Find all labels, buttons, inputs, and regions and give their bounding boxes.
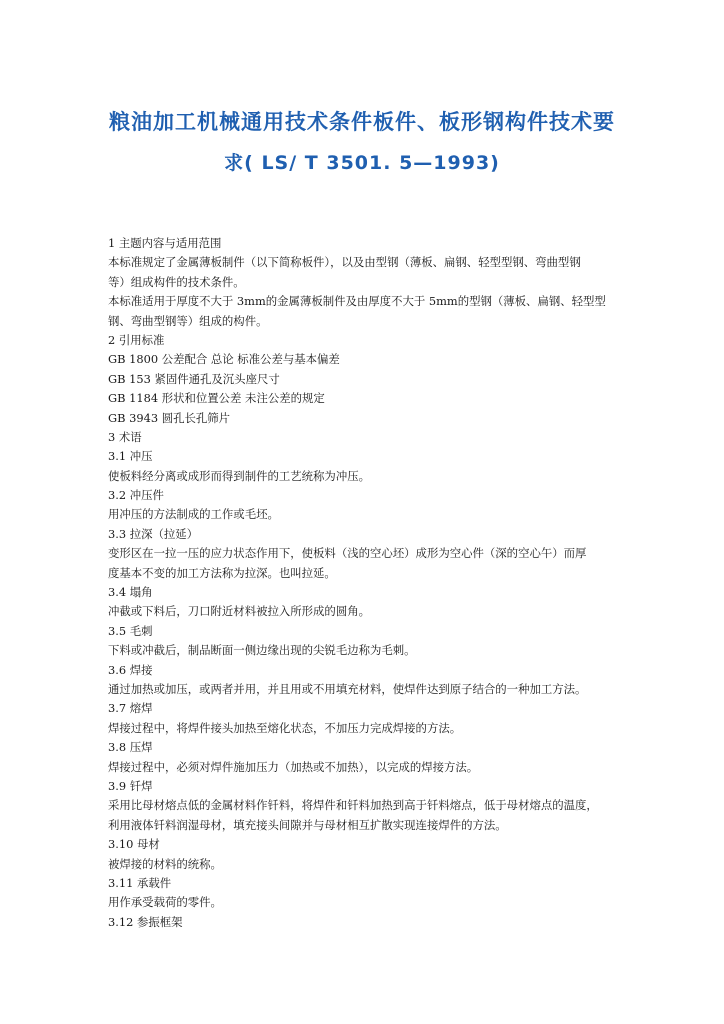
document-title-line-2: 求( LS/ T 3501. 5—1993) (224, 152, 500, 174)
body-line: 3.1 冲压 (108, 449, 153, 464)
body-line: 3.4 塌角 (108, 585, 153, 600)
body-line: 3.5 毛刺 (108, 623, 153, 638)
body-line: 采用比母材熔点低的金属材料作钎料，将焊件和钎料加热到高于钎料熔点，低于母材熔点的温度， (108, 798, 598, 813)
body-line: 钢、弯曲型钢等）组成的构件。 (108, 313, 268, 328)
body-line: 3 术语 (108, 429, 142, 444)
body-line: 1 主题内容与适用范围 (108, 236, 222, 250)
body-line: 3.2 冲压件 (108, 488, 164, 503)
body-line: 通过加热或加压，或两者并用，并且用或不用填充材料，使焊件达到原子结合的一种加工方法。 (108, 681, 587, 696)
body-line: 3.3 拉深（拉延） (108, 526, 199, 541)
body-line: 本标准规定了金属薄板制件（以下简称板件），以及由型钢（薄板、扁钢、轻型型钢、弯曲型钢 (108, 255, 581, 270)
body-line: 下料或冲截后，制品断面一侧边缘出现的尖锐毛边称为毛刺。 (108, 643, 416, 658)
body-line: GB 3943 圆孔长孔筛片 (108, 410, 231, 425)
body-line: 3.12 参振框架 (108, 914, 183, 929)
body-line: GB 153 紧固件通孔及沉头座尺寸 (108, 371, 280, 386)
body-line: 焊接过程中，将焊件接头加热至熔化状态，不加压力完成焊接的方法。 (108, 720, 462, 735)
body-line: 利用液体钎料润湿母材，填充接头间隙并与母材相互扩散实现连接焊件的方法。 (108, 817, 507, 832)
body-line: 被焊接的材料的统称。 (108, 856, 222, 871)
body-line: 3.7 熔焊 (108, 701, 153, 716)
document-body (108, 234, 618, 932)
body-line: 本标准适用于厚度不大于 3mm的金属薄板制件及由厚度不大于 5mm的型钢（薄板、扁钢、轻型型 (108, 294, 606, 309)
body-line: 3.9 钎焊 (108, 778, 153, 793)
body-line: 3.8 压焊 (108, 740, 153, 755)
body-line: 用冲压的方法制成的工作或毛坯。 (108, 507, 279, 522)
body-line: 使板料经分离或成形而得到制件的工艺统称为冲压。 (108, 468, 370, 483)
body-line: 变形区在一拉一压的应力状态作用下，使板料（浅的空心坯）成形为空心件（深的空心午）而厚 (108, 546, 587, 561)
body-line: 用作承受载荷的零件。 (108, 895, 222, 910)
body-line: 3.11 承载件 (108, 875, 172, 890)
document-title-line-1: 粮油加工机械通用技术条件板件、板形钢构件技术要 (109, 109, 615, 134)
body-line: GB 1184 形状和位置公差 未注公差的规定 (108, 391, 325, 406)
body-line: GB 1800 公差配合 总论 标准公差与基本偏差 (108, 352, 340, 367)
body-line: 3.6 焊接 (108, 662, 153, 677)
body-line: 等）组成构件的技术条件。 (108, 274, 245, 289)
body-line: 冲截或下料后，刀口附近材料被拉入所形成的圆角。 (108, 604, 370, 619)
body-line: 焊接过程中，必须对焊件施加压力（加热或不加热），以完成的焊接方法。 (108, 759, 479, 774)
body-line: 3.10 母材 (108, 837, 160, 852)
body-line: 度基本不变的加工方法称为拉深。也叫拉延。 (108, 565, 336, 580)
body-line: 2 引用标准 (108, 332, 165, 347)
